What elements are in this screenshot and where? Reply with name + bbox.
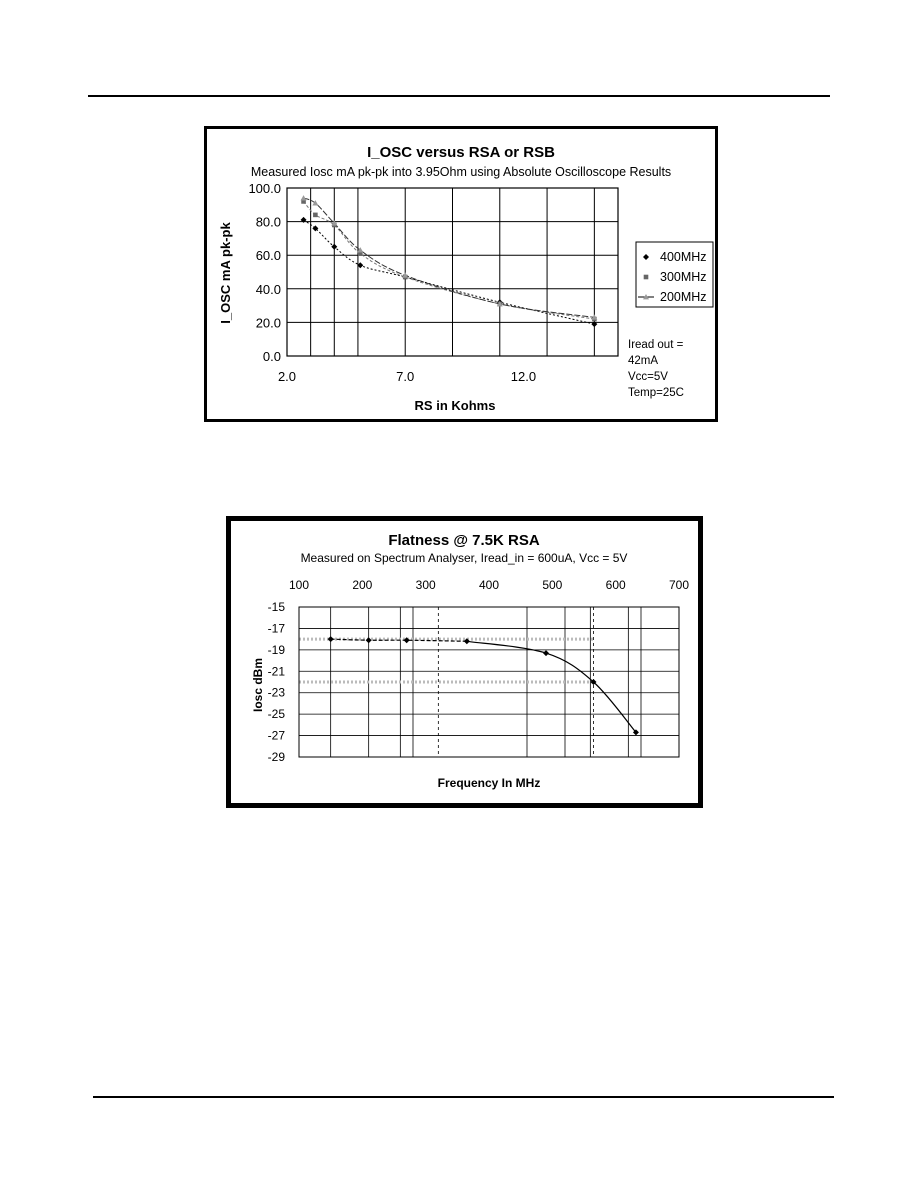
chart1-annotation-line-4: Temp=25C [628, 387, 684, 399]
chart1-series-line-400MHz [304, 220, 595, 324]
flatness-chart-svg [231, 521, 698, 803]
chart1-legend-label-400MHz: 400MHz [660, 250, 707, 264]
chart2-xtick-label: 100 [288, 578, 310, 592]
chart1-ytick-label: 100.0 [248, 181, 281, 196]
iosc-chart-svg [207, 129, 715, 419]
flatness-chart [226, 516, 703, 808]
chart1-annotation-line-3: Vcc=5V [628, 371, 668, 383]
chart1-legend-label-300MHz: 300MHz [660, 270, 707, 284]
chart2-ytick-label: -17 [267, 621, 285, 636]
chart1-tick-labels [248, 181, 536, 384]
chart2-point [366, 637, 372, 643]
chart1-legend-label-200MHz: 200MHz [660, 290, 707, 304]
chart1-grid [287, 188, 618, 356]
chart1-point-200MHz [312, 200, 318, 205]
chart1-xtick-label: 12.0 [510, 369, 537, 384]
chart2-point [328, 636, 334, 642]
chart1-subtitle: Measured Iosc mA pk-pk into 3.95Ohm using Absolute Oscilloscope Results [250, 165, 672, 179]
top-rule [88, 95, 830, 97]
chart1-xtick-label: 2.0 [277, 369, 297, 384]
chart1-point-200MHz [301, 195, 307, 200]
chart1-ytick-label: 60.0 [255, 248, 281, 264]
chart2-xtick-label: 200 [352, 578, 373, 592]
chart1-ytick-label: 80.0 [255, 214, 281, 230]
bottom-rule [93, 1096, 834, 1098]
chart2-subtitle: Measured on Spectrum Analyser, Iread_in = 600uA, Vcc = 5V [300, 551, 628, 565]
chart2-ytick-label: -15 [267, 600, 285, 614]
chart2-xtick-label: 500 [542, 578, 563, 592]
chart1-annotation-line-2: 42mA [628, 355, 659, 367]
chart1-legend-marker-300MHz [644, 275, 649, 280]
chart2-grid [299, 607, 679, 757]
chart1-ytick-label: 0.0 [262, 349, 281, 364]
chart1-annotation-line-1: Iread out = [628, 339, 684, 351]
chart1-xtick-label: 7.0 [396, 369, 415, 384]
chart2-xtick-label: 400 [478, 578, 500, 592]
chart2-xlabel: Frequency In MHz [437, 776, 541, 790]
chart2-ytick-label: -29 [267, 750, 285, 764]
chart1-point-400MHz [331, 244, 337, 250]
chart1-ytick-label: 20.0 [255, 315, 281, 331]
chart2-ytick-label: -23 [267, 685, 285, 700]
chart2-ytick-label: -21 [267, 664, 285, 679]
chart1-point-300MHz [313, 213, 318, 218]
chart1-ytick-label: 40.0 [255, 281, 281, 297]
chart2-series-line-flat [331, 639, 467, 641]
chart2-series-line-rolloff [467, 641, 636, 732]
chart2-ytick-label: -27 [267, 728, 285, 743]
chart2-point [543, 650, 549, 656]
chart1-annotation [628, 339, 684, 399]
chart2-xtick-label: 300 [415, 578, 436, 592]
chart1-title: I_OSC versus RSA or RSB [367, 144, 555, 161]
chart1-series [301, 195, 598, 327]
chart2-xtick-label: 600 [605, 578, 626, 592]
chart2-title: Flatness @ 7.5K RSA [388, 532, 540, 549]
iosc-chart [204, 126, 718, 422]
chart2-ytick-label: -25 [267, 707, 285, 722]
chart1-legend [636, 242, 713, 307]
chart1-xlabel: RS in Kohms [414, 398, 496, 413]
chart1-series-line-300MHz [304, 201, 595, 319]
chart2-xtick-label: 700 [668, 578, 690, 592]
chart2-series [328, 636, 639, 735]
chart2-ylabel: Iosc dBm [251, 657, 265, 713]
chart2-ytick-label: -19 [267, 642, 285, 657]
chart1-ylabel: I_OSC mA pk-pk [218, 222, 233, 324]
